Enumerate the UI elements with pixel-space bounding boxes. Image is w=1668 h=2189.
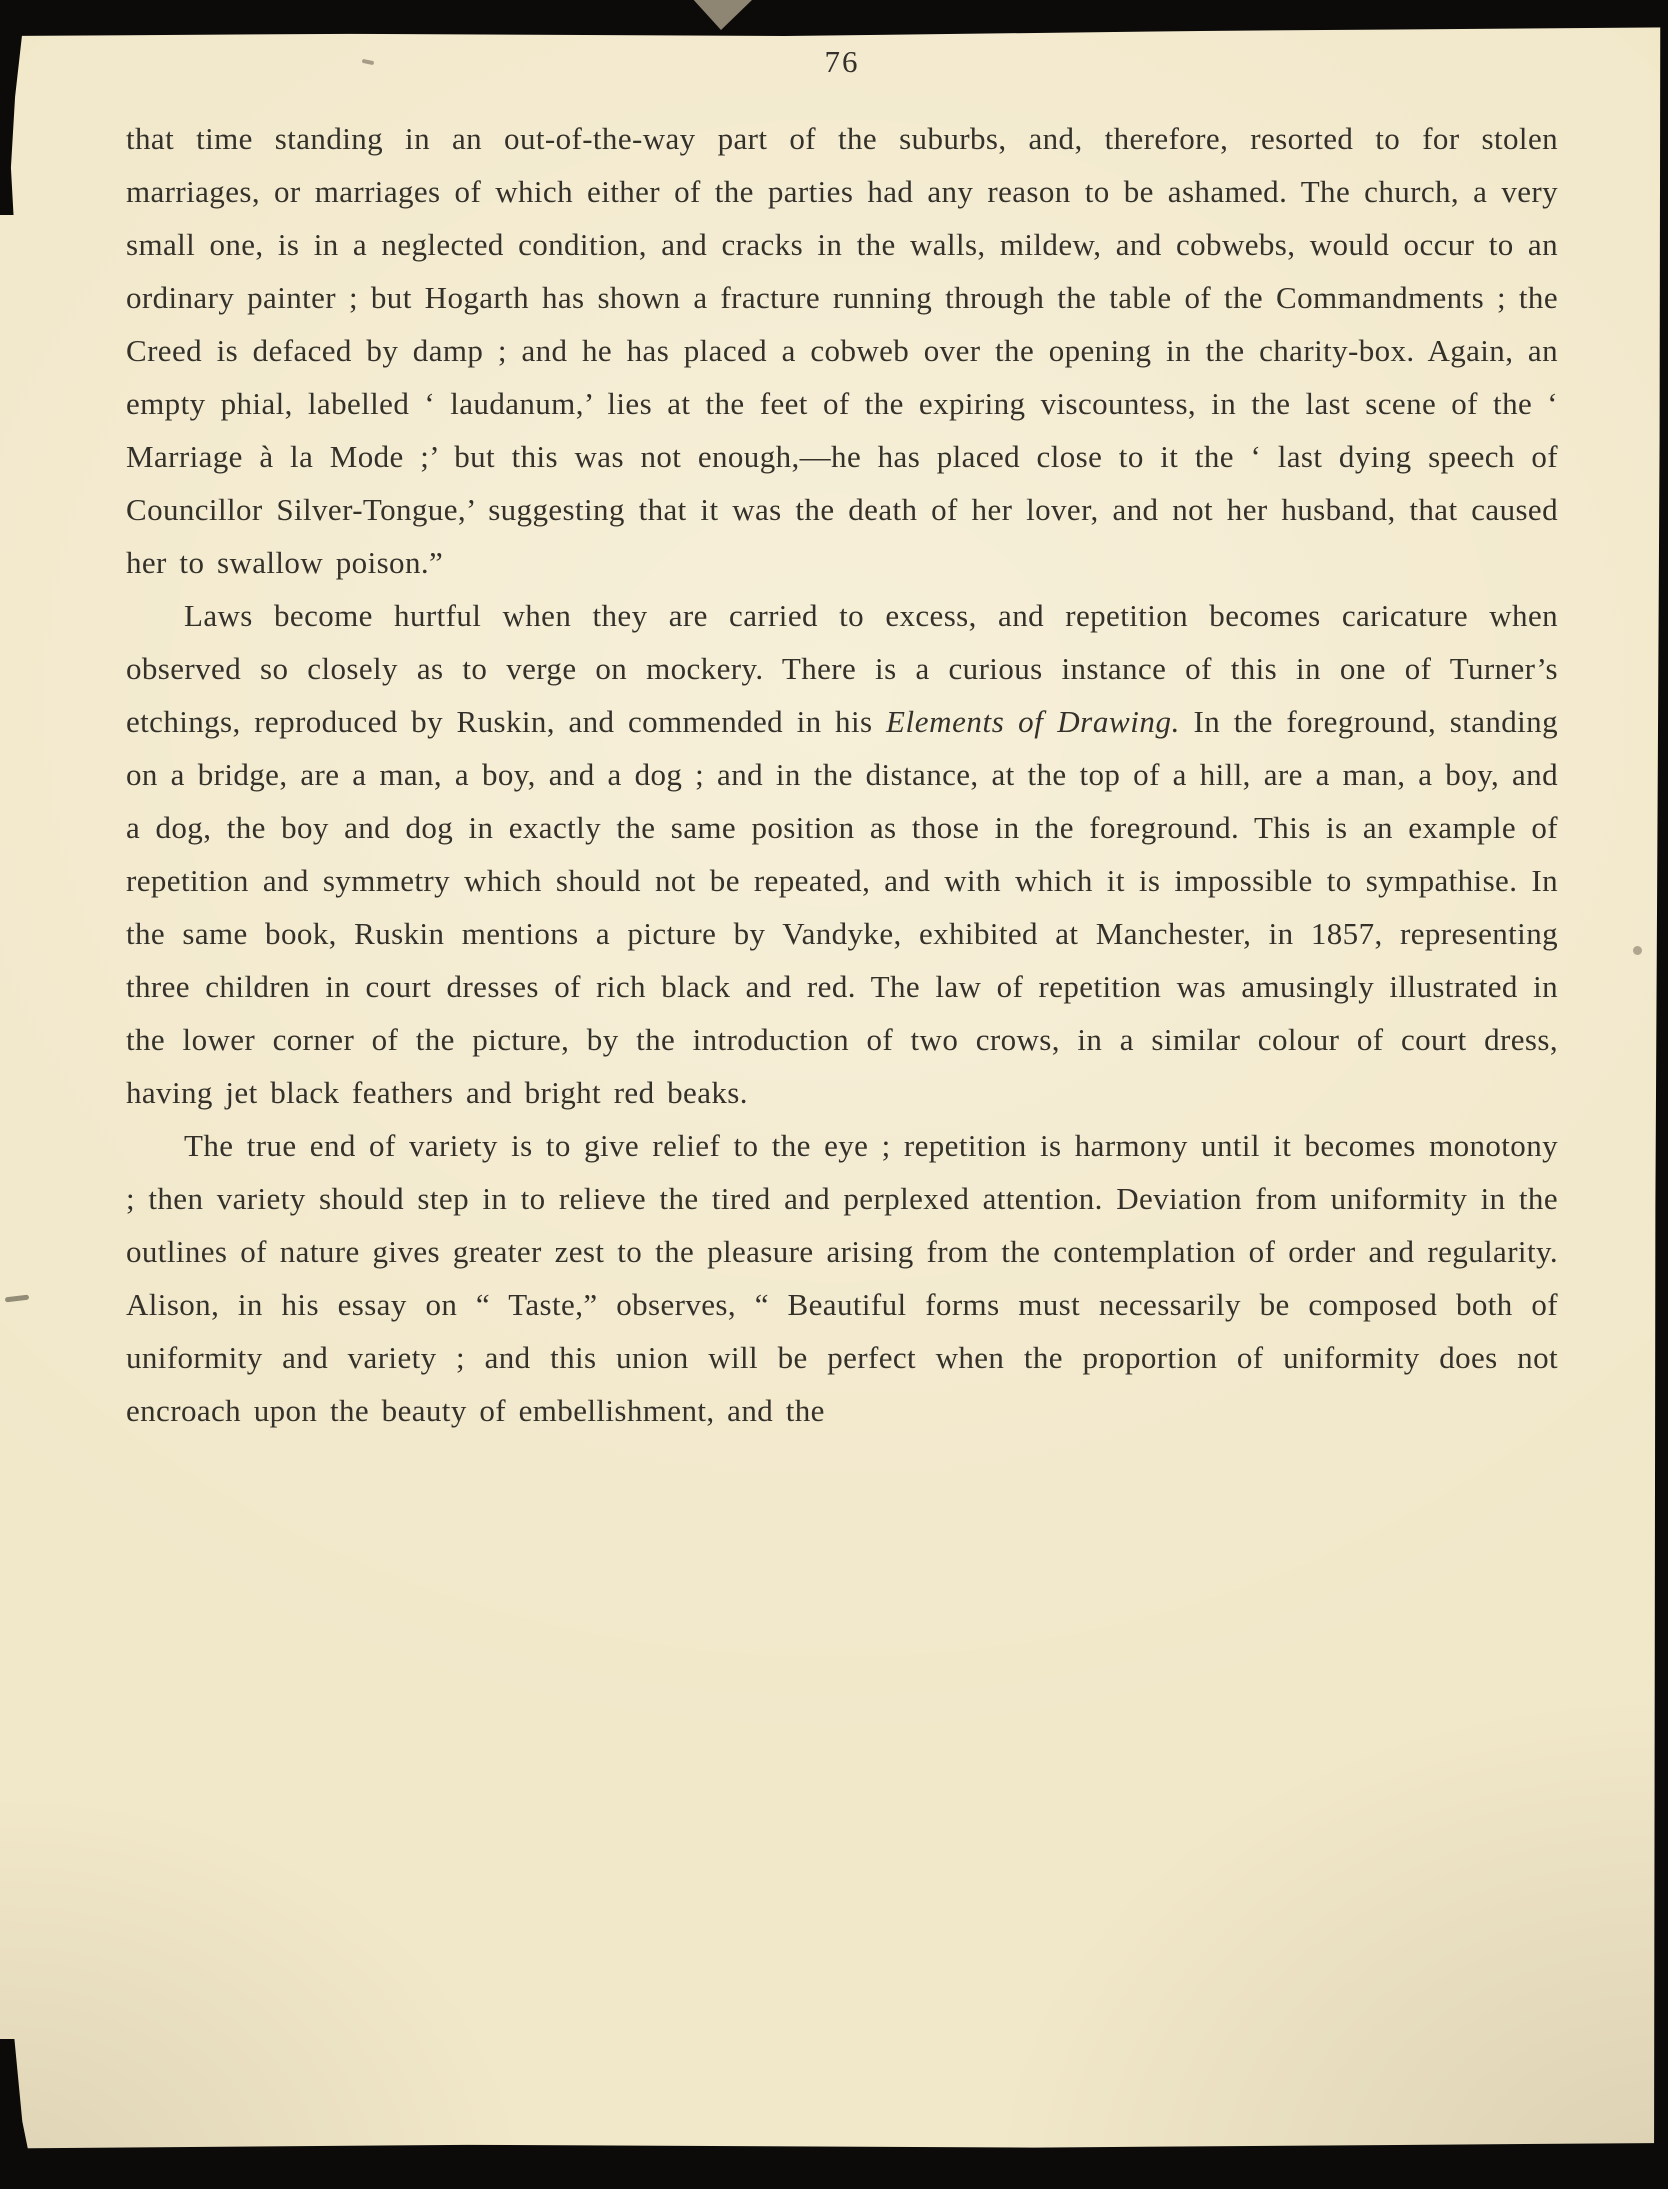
scan-speck <box>1633 946 1642 955</box>
scan-border-bottom <box>0 2143 1668 2189</box>
book-title-italic: Elements of Drawing. <box>885 704 1180 739</box>
paragraph <box>126 589 1558 1119</box>
page-number: 76 <box>824 44 860 79</box>
paragraph: The true end of variety is to give relief to the eye ; repetition is harmony until it becomes monotony ; then variety should step in to relieve the tired and perplexed attention. Deviation from uniformity in the outlines of nature gives greater zest to the pleasure arising from the contemplation of order and regularity. Alison, in his essay on “ Taste,” observes, “ Beautiful forms must necessarily be composed both of uniformity and variety ; and this union will be perfect when the proportion of uniformity does not encroach upon the beauty of embellishment, and the <box>126 1128 1558 1428</box>
paragraph-text: In the foreground, standing on a bridge, are a man, a boy, and a dog ; and in the distance, at the top of a hill, are a man, a boy, and a dog, the boy and dog in exactly the same position as those in the foreground. This is an example of repetition and symmetry which should not be repeated, and with which it is impossible to sympathise. In the same book, Ruskin mentions a picture by Vandyke, exhibited at Manchester, in 1857, representing three children in court dresses of rich black and red. The law of repetition was amusingly illustrated in the lower corner of the picture, by the introduction of two crows, in a similar colour of court dress, having jet black feathers and bright red beaks. <box>126 704 1558 1110</box>
page-text <box>126 112 1558 1437</box>
paragraph-text: Laws become hurtful when they are carried to excess, and repetition becomes caricature when observed so closely as to verge on mockery. There is a curious instance of this in one of Turner’s etchings, reproduced by Ruskin, and commended in his <box>126 598 1558 739</box>
scan-border-right <box>1654 0 1668 2189</box>
paragraph-continuation: that time standing in an out-of-the-way part of the suburbs, and, therefore, resorted to for stolen marriages, or marriages of which either of the parties had any reason to be ashamed. The church, a very small one, is in a neglected condition, and cracks in the walls, mildew, and cobwebs, would occur to an ordinary painter ; but Hogarth has shown a fracture running through the table of the Commandments ; the Creed is defaced by damp ; and he has placed a cobweb over the opening in the charity-box. Again, an empty phial, labelled ‘ laudanum,’ lies at the feet of the expiring viscountess, in the last scene of the ‘ Marriage à la Mode ;’ but this was not enough,—he has placed close to it the ‘ last dying speech of Councillor Silver-Tongue,’ suggesting that it was the death of her lover, and not her husband, that caused her to swallow poison.” <box>126 121 1558 580</box>
scan-border-top <box>0 0 1668 36</box>
scan-border-left-top <box>0 0 26 215</box>
scan-speck <box>5 1295 29 1303</box>
